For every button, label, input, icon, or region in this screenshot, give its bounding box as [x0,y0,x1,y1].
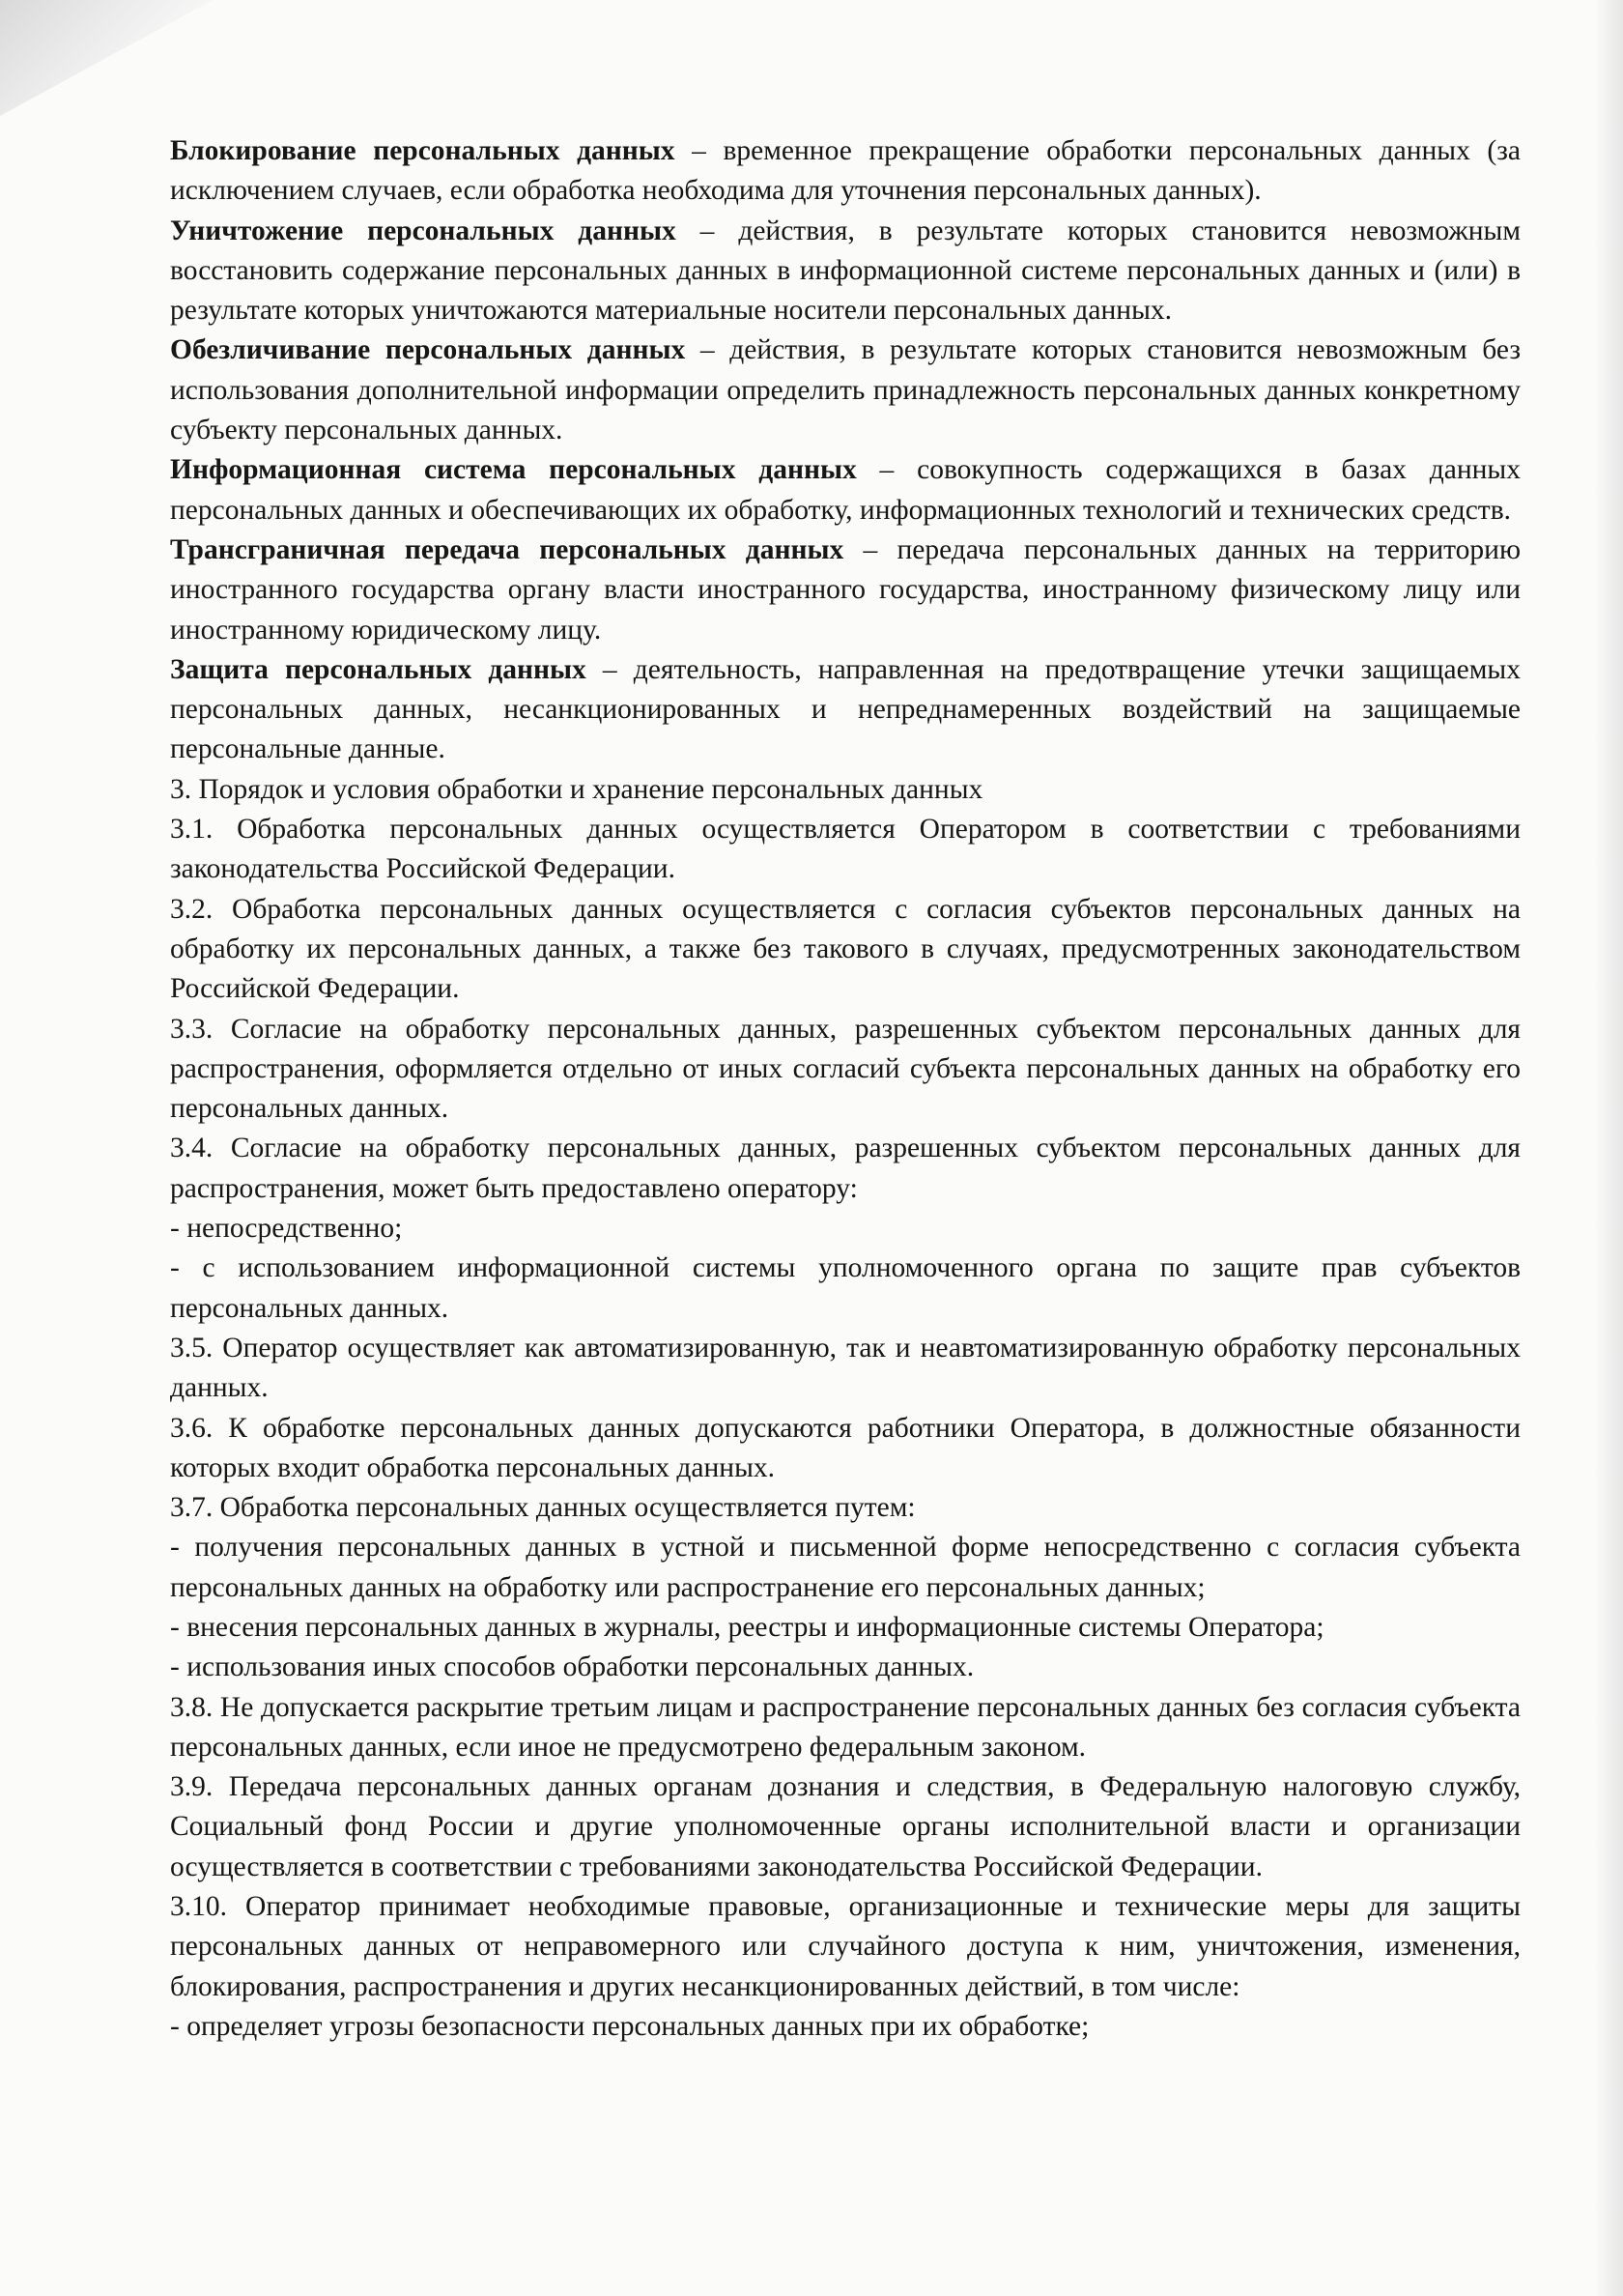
definition-term: Трансграничная передача персональных данных [170,533,844,565]
definition-term: Уничтожение персональных данных [170,215,676,246]
list-item: - внесения персональных данных в журналы, реестры и информационные системы Оператора; [170,1611,1324,1643]
list-item: - определяет угрозы безопасности персональных данных при их обработке; [170,2010,1090,2042]
list-item: - использования иных способов обработки персональных данных. [170,1651,975,1683]
definition-term: Обезличивание персональных данных [170,334,686,366]
definition-text: – действия, в результате которых становится невозможным без использования дополнительной информации определить принадлежность персональных данных конкретному субъекту персональных данных. [170,334,1521,446]
paragraph-3-7: 3.7. Обработка персональных данных осуществляется путем: [170,1492,916,1524]
definition-depersonalization [170,330,1521,450]
definition-text: – действия, в результате которых становится невозможным восстановить содержание персональных данных в информационной системе персональных данных и (или) в результате которых уничтожаются материальные носители персональных данных. [170,215,1521,327]
paragraph-3-4: 3.4. Согласие на обработку персональных данных, разрешенных субъектом персональных данных для распространения, может быть предоставлено оператору: [170,1133,1521,1204]
definition-term: Информационная система персональных данных [170,454,857,486]
definition-term: Защита персональных данных [170,653,586,685]
document-body [170,131,1521,2047]
definition-cross-border-transfer [170,531,1521,650]
definition-text: – совокупность содержащихся в базах данных персональных данных и обеспечивающих их обработку, информационных технологий и технических средств. [170,454,1521,526]
list-item: - непосредственно; [170,1213,403,1245]
definition-text: – временное прекращение обработки персональных данных (за исключением случаев, если обработка необходима для уточнения персональных данных). [170,135,1522,207]
definition-term: Блокирование персональных данных [170,135,675,166]
paragraph-3-10: 3.10. Оператор принимает необходимые правовые, организационные и технические меры для защиты персональных данных от неправомерного или случайного доступа к ним, уничтожения, изменения, блокирования, распространения и других несанкционированных действий, в том числе: [170,1891,1521,2002]
definition-destruction [170,212,1521,331]
paragraph-3-5: 3.5. Оператор осуществляет как автоматизированную, так и неавтоматизированную обработку персональных данных. [170,1332,1521,1404]
list-item: - получения персональных данных в устной и письменной форме непосредственно с согласия субъекта персональных данных на обработку или распространение его персональных данных; [170,1532,1521,1603]
paragraph-3-2: 3.2. Обработка персональных данных осуществляется с согласия субъектов персональных данных на обработку их персональных данных, а также без такового в случаях, предусмотренных законодательством Российской Федерации. [170,893,1521,1005]
paragraph-3-3: 3.3. Согласие на обработку персональных данных, разрешенных субъектом персональных данных для распространения, оформляется отдельно от иных согласий субъекта персональных данных на обработку его персональных данных. [170,1013,1521,1125]
definition-text: – деятельность, направленная на предотвращение утечки защищаемых персональных данных, несанкционированных и непреднамеренных воздействий на защищаемые персональные данные. [170,653,1521,765]
list-item: - с использованием информационной системы уполномоченного органа по защите прав субъектов персональных данных. [170,1252,1521,1324]
definition-data-protection [170,650,1521,770]
definition-information-system [170,450,1521,531]
paragraph-3-8: 3.8. Не допускается раскрытие третьим лицам и распространение персональных данных без согласия субъекта персональных данных, если иное не предусмотрено федеральным законом. [170,1691,1521,1763]
definition-blocking [170,131,1521,212]
definition-text: – передача персональных данных на территорию иностранного государства органу власти иностранного государства, иностранному физическому лицу или иностранному юридическому лицу. [170,533,1522,646]
section-title: 3. Порядок и условия обработки и хранение персональных данных [170,773,983,805]
paragraph-3-9: 3.9. Передача персональных данных органам дознания и следствия, в Федеральную налоговую службу, Социальный фонд России и другие уполномоченные органы исполнительной власти и организации осуществляется в соответствии с требованиями законодательства Российской Федерации. [170,1771,1521,1882]
paragraph-3-1: 3.1. Обработка персональных данных осуществляется Оператором в соответствии с требованиями законодательства Российской Федерации. [170,814,1521,885]
paragraph-3-6: 3.6. К обработке персональных данных допускаются работники Оператора, в должностные обязанности которых входит обработка персональных данных. [170,1412,1521,1483]
